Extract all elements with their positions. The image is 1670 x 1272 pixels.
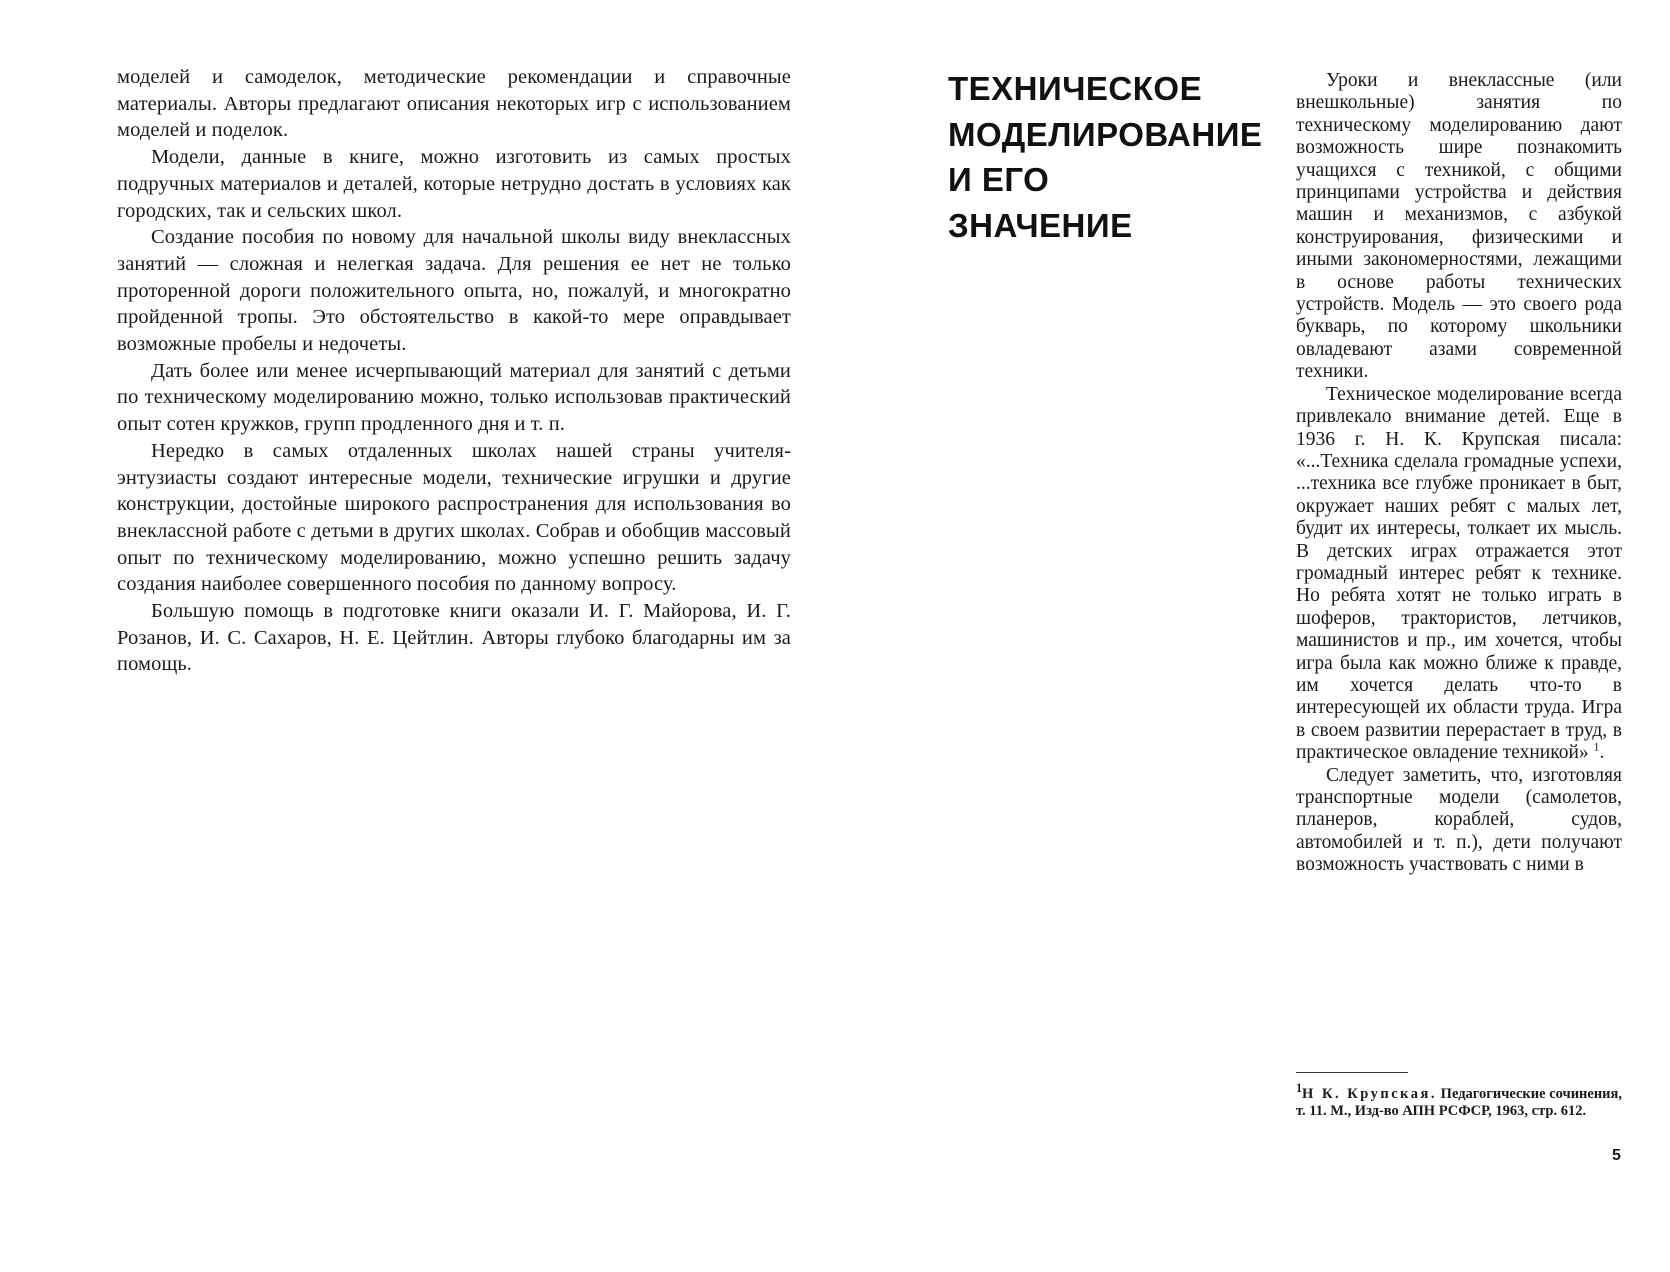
heading-line: ЗНАЧЕНИЕ bbox=[948, 206, 1133, 244]
left-page-text bbox=[117, 64, 791, 678]
paragraph: Модели, данные в книге, можно изготовить из самых простых подручных материалов и деталей, которые нетрудно достать в условиях как городских, так и сельских школ. bbox=[117, 146, 791, 222]
heading-line: И ЕГО bbox=[948, 161, 1050, 198]
page-number: 5 bbox=[1612, 1147, 1621, 1164]
footnote-divider bbox=[1296, 1072, 1408, 1073]
footnote-marker: 1 bbox=[1296, 1081, 1303, 1095]
footnote-text: Педагогические сочинения, т. 11. М., Изд-во АПН РСФСР, 1963, стр. 612. bbox=[1296, 1085, 1623, 1120]
paragraph: Следует заметить, что, изготовляя транспортные модели (самолетов, планеров, кораблей, судов, автомобилей и т. п.), дети получают возможность участвовать с ними в bbox=[1296, 764, 1622, 876]
paragraph: Уроки и внеклассные (или внешкольные) занятия по техническому моделированию дают возможность шире познакомить учащихся с техникой, с общими принципами устройства и действия машин и механизмов, с азбукой конструирования, физическими и иными закономерностями, лежащими в основе работы технических устройств. Модель — это своего рода букварь, по которому школьники овладевают азами современной техники. bbox=[1296, 70, 1622, 383]
footnote-author: Н К. Крупская. bbox=[1302, 1085, 1438, 1102]
right-column-text bbox=[1296, 70, 1622, 877]
paragraph: Нередко в самых отдаленных школах нашей страны учителя-энтузиасты создают интересные модели, технические игрушки и другие конструкции, достойные широкого распространения для использования во внеклассной работе с детьми в других школах. Собрав и обобщив массовый опыт по техническому моделированию, можно успешно решить задачу создания наиболее совершенного пособия по данному вопросу. bbox=[117, 439, 791, 596]
paragraph: Дать более или менее исчерпывающий материал для занятий с детьми по техническому моделированию можно, только использовав практический опыт сотен кружков, групп продленного дня и т. п. bbox=[117, 359, 791, 436]
paragraph: моделей и самоделок, методические рекомендации и справочные материалы. Авторы предлагают описания некоторых игр с использованием моделей и поделок. bbox=[117, 66, 791, 142]
paragraph bbox=[1296, 384, 1622, 765]
footnote-reference: 1 bbox=[1593, 739, 1600, 754]
heading-line: ТЕХНИЧЕСКОЕ bbox=[948, 70, 1203, 107]
paragraph: Большую помощь в подготовке книги оказали И. Г. Майорова, И. Г. Розанов, И. С. Сахаров, Н. Е. Цейтлин. Авторы глубоко благодарны им за помощь. bbox=[117, 600, 791, 676]
footnote bbox=[1296, 1080, 1622, 1121]
paragraph: Создание пособия по новому для начальной школы виду внеклассных занятий — сложная и нелегкая задача. Для решения ее нет не только проторенной дороги положительного опыта, но, пожалуй, и многократно пройденной тропы. Это обстоятельство в какой-то мере оправдывает возможные пробелы и недочеты. bbox=[117, 226, 791, 356]
heading-line: МОДЕЛИРОВАНИЕ bbox=[948, 115, 1263, 153]
chapter-heading bbox=[948, 66, 1278, 248]
quote-paragraph-text: Техническое моделирование всегда привлекало внимание детей. Еще в 1936 г. Н. К. Крупская писала: «...Техника сделала громадные успехи, ...техника все глубже проникает в быт, окружает наших ребят с малых лет, будит их интересы, толкает их мысль. В детских играх отражается этот громадный интерес ребят к технике. Но ребята хотят не только играть в шоферов, трактористов, летчиков, машинистов и пр., им хочется, чтобы игра была как можно ближе к правде, им хочется делать что-то в интересующей их области труда. Игра в своем развитии перерастает в труд, в практическое овладение техникой» bbox=[1296, 383, 1622, 764]
footnote-reference-suffix: . bbox=[1599, 742, 1605, 764]
